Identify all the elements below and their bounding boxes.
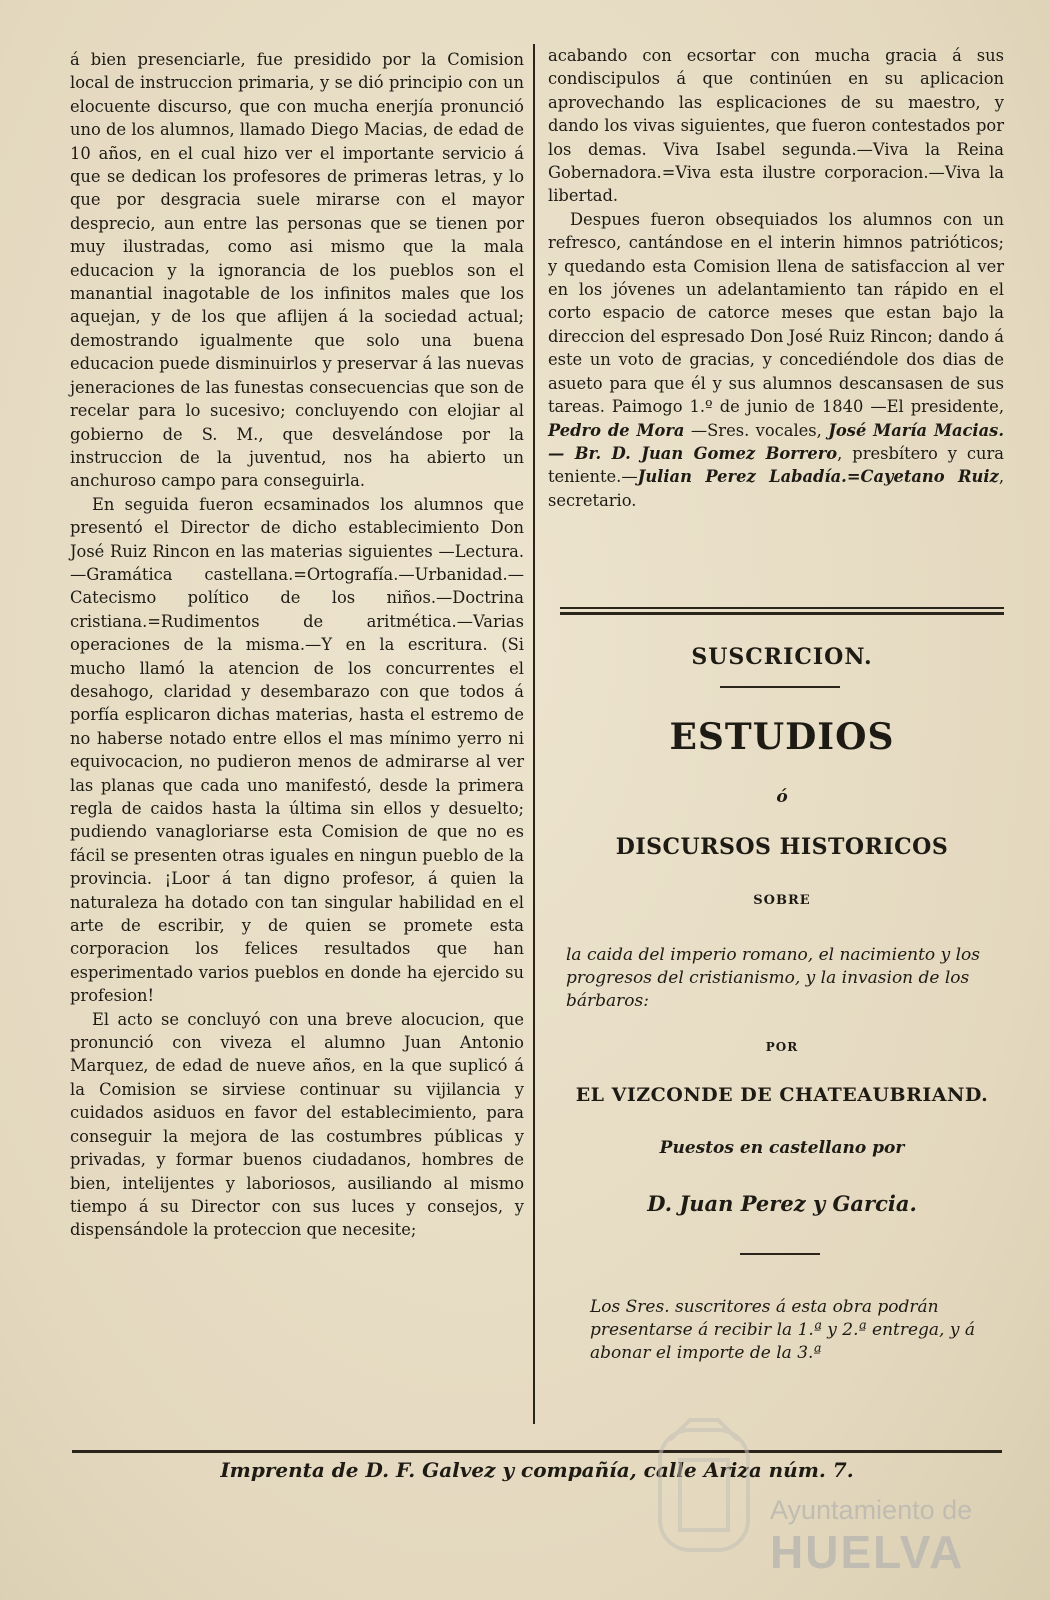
right-paragraph-2-text-c: , presbítero y cura teniente.—	[548, 443, 1004, 487]
sobre-label: SOBRE	[753, 893, 811, 908]
signatory-vocals: José María Macias.— Br. D. Juan Gomez Borrero	[548, 420, 1004, 463]
title-conjunction: ó	[776, 787, 788, 807]
left-paragraph-1: á bien presenciarle, fue presidido por la Comision local de instruccion primaria, y se dió principio con un elocuente discurso, que con mucha enerjía pronunció uno de los alumnos, llamado Diego Macias, de edad de 10 años, en el cual hizo ver el importante servicio á que se dedican los profesores de primeras letras, y lo que por desgracia suele mirarse con el mayor desprecio, aun entre las personas que se tienen por muy ilustradas, como asi mismo que la mala educacion y la ignorancia de los pueblos son el manantial inagotable de los infinitos males que los aquejan, y de los que aflijen á la sociedad actual; demostrando igualmente que solo una buena educacion puede disminuirlos y preservar á las nuevas jeneraciones de las funestas consecuencias que son de recelar para lo sucesivo; concluyendo con elojiar al gobierno de S. M., que desvelándose por la instruccion de la juventud, nos ha abierto un anchuroso campo para conseguirla.	[70, 50, 524, 491]
book-title: ESTUDIOS	[669, 716, 895, 758]
translator-rule	[740, 1253, 820, 1255]
right-paragraph-1: acabando con ecsortar con mucha gracia á sus condiscipulos á que continúen en su aplicacion aprovechando las esplicaciones de su maestro, y dando los vivas siguientes, que fueron contestados por los demas. Viva Isabel segunda.—Viva la Reina Gobernadora.=Viva esta ilustre corporacion.—Viva la libertad.	[548, 46, 1004, 206]
right-paragraph-2-text-b: —Sres. vocales,	[684, 420, 829, 440]
left-paragraph-2: En seguida fueron ecsaminados los alumnos que presentó el Director de dicho establecimiento Don José Ruiz Rincon en las materias siguientes —Lectura.—Gramática castellana.=Ortografía.—Urbanidad.—Catecismo político de los niños.—Doctrina cristiana.=Rudimentos de aritmética.—Varias operaciones de la misma.—Y en la escritura. (Si mucho llamó la atencion de los concurrentes el desahogo, claridad y desembarazo con que todos á porfía esplicaron dichas materias, hasta el estremo de no haberse notado entre ellos el mas mínimo yerro ni equivocacion, no pudieron menos de admirarse al ver las planas que cada uno manifestó, desde la primera regla de caidos hasta la última sin ellos y desuelto; pudiendo vanagloriarse esta Comision de que no es fácil se presenten otras iguales en ningun pueblo de la provincia. ¡Loor á tan digno profesor, á quien la naturaleza ha dotado con tan singular habilidad en el arte de escribir, y de quien se promete esta corporacion los felices resultados que han esperimentado varios pueblos en donde ha ejercido su profesion!	[70, 494, 524, 1006]
column-divider	[533, 44, 535, 1424]
right-column	[548, 44, 1004, 512]
book-topic: la caida del imperio romano, el nacimiento y los progresos del cristianismo, y la invasion de los bárbaros:	[566, 945, 980, 1011]
ornamental-rule	[560, 607, 1004, 617]
signatory-president: Pedro de Mora	[548, 420, 685, 440]
right-paragraph-2-text-a: Despues fueron obsequiados los alumnos con un refresco, cantándose en el interin himnos patrióticos; y quedando esta Comision llena de satisfaccion al ver en los jóvenes un adelantamiento tan rápido en el corto espacio de catorce meses que estan bajo la direccion del espresado Don José Ruiz Rincon; dando á este un voto de gracias, y concediéndole dos dias de asueto para que él y sus alumnos descansasen de sus tareas. Paimogo 1.º de junio de 1840 —El presidente,	[548, 209, 1004, 417]
book-author: EL VIZCONDE DE CHATEAUBRIAND.	[575, 1084, 989, 1106]
left-paragraph-3: El acto se concluyó con una breve alocucion, que pronunció con viveza el alumno Juan Antonio Marquez, de edad de nueve años, en la que suplicó á la Comision se sirviese continuar su vijilancia y cuidados asiduos en favor del establecimiento, para conseguir la mejora de las costumbres públicas y privadas, y formar buenos ciudadanos, hombres de bien, intelijentes y laboriosos, ausiliando al mismo tiempo á su Director con sus luces y consejos, y dispensándole la proteccion que necesite;	[70, 1009, 524, 1240]
signatory-secretary: Julian Perez Labadía.=Cayetano Ruiz	[637, 467, 999, 487]
subscription-heading: SUSCRICION.	[691, 644, 873, 670]
right-paragraph-2-text-d: , secretario.	[548, 467, 1004, 510]
right-paragraph-2	[548, 208, 1004, 512]
heading-rule	[720, 686, 840, 688]
left-column	[70, 48, 524, 1242]
ornamental-rule-top	[560, 607, 1004, 609]
watermark-line-2: HUELVA	[770, 1526, 965, 1578]
translation-note: Puestos en castellano por	[659, 1138, 905, 1158]
translator-name: D. Juan Perez y Garcia.	[647, 1191, 917, 1216]
printer-imprint: Imprenta de D. F. Galvez y compañía, calle Ariza núm. 7.	[220, 1458, 854, 1482]
ornamental-rule-bottom	[560, 612, 1004, 615]
book-subtitle: DISCURSOS HISTORICOS	[615, 834, 949, 860]
por-label: POR	[765, 1040, 799, 1054]
subscriber-notice: Los Sres. suscritores á esta obra podrán presentarse á recibir la 1.ª y 2.ª entrega, y á abonar el importe de la 3.ª	[590, 1297, 975, 1363]
watermark-line-1: Ayuntamiento de	[770, 1495, 973, 1525]
